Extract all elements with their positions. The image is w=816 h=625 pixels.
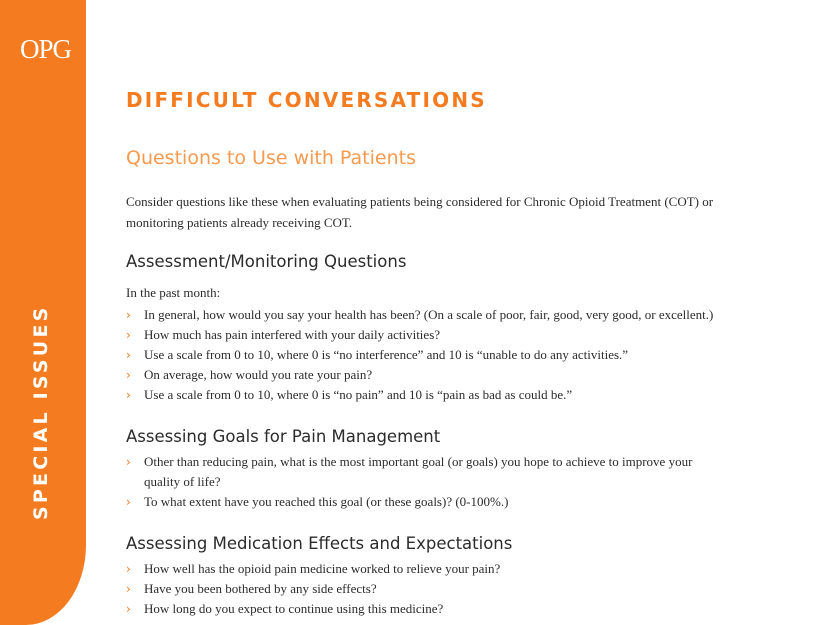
section-lead: In the past month:	[126, 285, 221, 300]
list-item	[126, 365, 746, 385]
chevron-right-icon: ›	[126, 495, 131, 509]
chevron-right-icon: ›	[126, 582, 131, 596]
list-item-text: In general, how would you say your health has been? (On a scale of poor, fair, good, very good, or excellent.)	[144, 307, 714, 322]
list-item	[126, 345, 746, 365]
medication-question-list	[126, 559, 746, 619]
list-item-text: How well has the opioid pain medicine worked to relieve your pain?	[144, 561, 501, 576]
list-item-text: To what extent have you reached this goal (or these goals)? (0-100%.)	[144, 494, 509, 509]
assessment-question-list	[126, 305, 746, 405]
goals-question-list	[126, 452, 726, 512]
section-heading-assessment: Assessment/Monitoring Questions	[126, 252, 407, 271]
list-item	[126, 559, 746, 579]
list-item	[126, 385, 746, 405]
list-item	[126, 452, 726, 492]
chevron-right-icon: ›	[126, 388, 131, 402]
page-title: DIFFICULT CONVERSATIONS	[126, 88, 487, 112]
section-heading-medication: Assessing Medication Effects and Expectations	[126, 534, 513, 553]
chevron-right-icon: ›	[126, 308, 131, 322]
list-item	[126, 325, 746, 345]
section-heading-goals: Assessing Goals for Pain Management	[126, 427, 441, 446]
list-item	[126, 305, 746, 325]
list-item	[126, 579, 746, 599]
list-item-text: Other than reducing pain, what is the most important goal (or goals) you hope to achieve to improve your quality of life?	[144, 454, 693, 489]
chevron-right-icon: ›	[126, 602, 131, 616]
page-subtitle: Questions to Use with Patients	[126, 147, 416, 169]
chevron-right-icon: ›	[126, 348, 131, 362]
section-label-vertical: SPECIAL ISSUES	[30, 304, 52, 520]
opg-logo: OPG	[20, 34, 72, 64]
intro-paragraph: Consider questions like these when evaluating patients being considered for Chronic Opioid Treatment (COT) or monitoring patients already receiving COT.	[126, 194, 714, 230]
list-item-text: How long do you expect to continue using this medicine?	[144, 601, 444, 616]
list-item	[126, 492, 726, 512]
chevron-right-icon: ›	[126, 368, 131, 382]
list-item-text: Have you been bothered by any side effects?	[144, 581, 377, 596]
list-item-text: On average, how would you rate your pain?	[144, 367, 373, 382]
list-item-text: Use a scale from 0 to 10, where 0 is “no interference” and 10 is “unable to do any activities.”	[144, 347, 629, 362]
chevron-right-icon: ›	[126, 562, 131, 576]
list-item	[126, 599, 746, 619]
chevron-right-icon: ›	[126, 328, 131, 342]
orange-sidebar	[0, 0, 86, 625]
list-item-text: How much has pain interfered with your daily activities?	[144, 327, 441, 342]
chevron-right-icon: ›	[126, 455, 131, 469]
list-item-text: Use a scale from 0 to 10, where 0 is “no pain” and 10 is “pain as bad as could be.”	[144, 387, 573, 402]
